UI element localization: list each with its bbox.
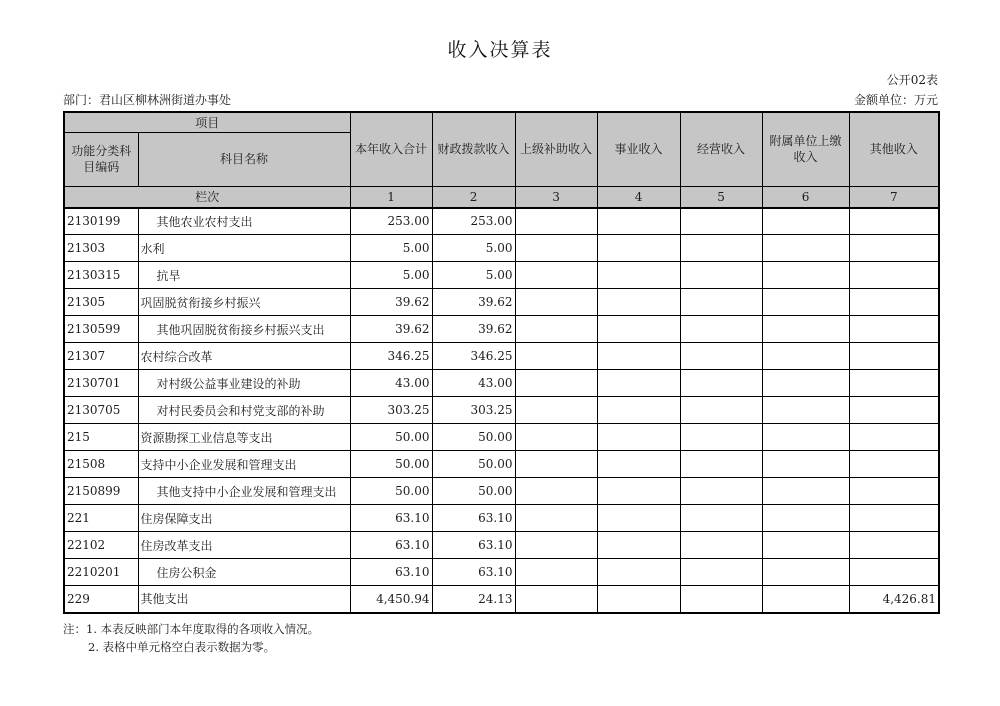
table-row bbox=[64, 478, 939, 505]
header-lanci: 栏次 bbox=[64, 187, 350, 208]
header-col-total: 本年收入合计 bbox=[350, 112, 432, 187]
note-line: 2. 表格中单元格空白表示数据为零。 bbox=[88, 639, 276, 654]
value-cell-other bbox=[849, 397, 939, 424]
value-cell-total: 39.62 bbox=[350, 316, 432, 343]
value-cell-operating bbox=[680, 289, 762, 316]
value-cell-fiscal: 303.25 bbox=[432, 397, 515, 424]
header-col-business: 事业收入 bbox=[597, 112, 680, 187]
value-cell-affiliate bbox=[762, 208, 849, 235]
value-cell-business bbox=[597, 235, 680, 262]
subject-name-cell: 住房公积金 bbox=[138, 559, 350, 586]
value-cell-operating bbox=[680, 532, 762, 559]
value-cell-fiscal: 346.25 bbox=[432, 343, 515, 370]
header-col-affiliate: 附属单位上缴收入 bbox=[762, 112, 849, 187]
income-table bbox=[63, 111, 940, 614]
table-row bbox=[64, 559, 939, 586]
column-number: 7 bbox=[849, 187, 939, 208]
value-cell-business bbox=[597, 316, 680, 343]
value-cell-superior-subsidy bbox=[515, 532, 597, 559]
value-cell-fiscal: 50.00 bbox=[432, 424, 515, 451]
value-cell-affiliate bbox=[762, 532, 849, 559]
department-label: 部门：君山区柳林洲街道办事处 bbox=[63, 93, 232, 107]
subject-name-cell: 巩固脱贫衔接乡村振兴 bbox=[138, 289, 350, 316]
column-number: 2 bbox=[432, 187, 515, 208]
value-cell-business bbox=[597, 397, 680, 424]
subject-name-cell: 支持中小企业发展和管理支出 bbox=[138, 451, 350, 478]
value-cell-operating bbox=[680, 343, 762, 370]
value-cell-affiliate bbox=[762, 235, 849, 262]
value-cell-business bbox=[597, 451, 680, 478]
value-cell-total: 303.25 bbox=[350, 397, 432, 424]
value-cell-fiscal: 50.00 bbox=[432, 451, 515, 478]
header-col-other: 其他收入 bbox=[849, 112, 939, 187]
value-cell-total: 50.00 bbox=[350, 451, 432, 478]
subject-name-cell: 其他支出 bbox=[138, 586, 350, 613]
value-cell-total: 346.25 bbox=[350, 343, 432, 370]
subject-code-cell: 21305 bbox=[64, 289, 138, 316]
column-number: 4 bbox=[597, 187, 680, 208]
value-cell-operating bbox=[680, 370, 762, 397]
table-body bbox=[64, 208, 939, 613]
value-cell-affiliate bbox=[762, 478, 849, 505]
value-cell-other bbox=[849, 343, 939, 370]
value-cell-fiscal: 63.10 bbox=[432, 505, 515, 532]
value-cell-superior-subsidy bbox=[515, 451, 597, 478]
value-cell-other bbox=[849, 289, 939, 316]
table-row bbox=[64, 316, 939, 343]
subject-code-cell: 21303 bbox=[64, 235, 138, 262]
value-cell-business bbox=[597, 532, 680, 559]
unit-label: 金额单位：万元 bbox=[853, 93, 938, 107]
meta-row bbox=[63, 91, 938, 108]
column-number: 6 bbox=[762, 187, 849, 208]
value-cell-total: 50.00 bbox=[350, 424, 432, 451]
value-cell-operating bbox=[680, 505, 762, 532]
value-cell-operating bbox=[680, 586, 762, 613]
table-row bbox=[64, 451, 939, 478]
value-cell-operating bbox=[680, 316, 762, 343]
value-cell-fiscal: 253.00 bbox=[432, 208, 515, 235]
header-project: 项目 bbox=[64, 112, 350, 133]
value-cell-superior-subsidy bbox=[515, 586, 597, 613]
value-cell-affiliate bbox=[762, 559, 849, 586]
value-cell-superior-subsidy bbox=[515, 424, 597, 451]
value-cell-fiscal: 39.62 bbox=[432, 316, 515, 343]
value-cell-superior-subsidy bbox=[515, 262, 597, 289]
value-cell-superior-subsidy bbox=[515, 235, 597, 262]
value-cell-affiliate bbox=[762, 262, 849, 289]
table-row bbox=[64, 289, 939, 316]
subject-code-cell: 21307 bbox=[64, 343, 138, 370]
table-row bbox=[64, 397, 939, 424]
subject-code-cell: 2150899 bbox=[64, 478, 138, 505]
table-row bbox=[64, 532, 939, 559]
value-cell-fiscal: 63.10 bbox=[432, 532, 515, 559]
subject-name-cell: 抗旱 bbox=[138, 262, 350, 289]
value-cell-other bbox=[849, 370, 939, 397]
table-row bbox=[64, 370, 939, 397]
value-cell-business bbox=[597, 208, 680, 235]
value-cell-operating bbox=[680, 478, 762, 505]
value-cell-operating bbox=[680, 208, 762, 235]
subject-name-cell: 资源勘探工业信息等支出 bbox=[138, 424, 350, 451]
value-cell-affiliate bbox=[762, 451, 849, 478]
column-number: 5 bbox=[680, 187, 762, 208]
value-cell-operating bbox=[680, 397, 762, 424]
value-cell-other bbox=[849, 424, 939, 451]
table-row bbox=[64, 235, 939, 262]
value-cell-affiliate bbox=[762, 586, 849, 613]
value-cell-other bbox=[849, 505, 939, 532]
value-cell-fiscal: 50.00 bbox=[432, 478, 515, 505]
value-cell-superior-subsidy bbox=[515, 478, 597, 505]
header-col-fiscal: 财政拨款收入 bbox=[432, 112, 515, 187]
value-cell-operating bbox=[680, 235, 762, 262]
value-cell-affiliate bbox=[762, 289, 849, 316]
subject-name-cell: 其他巩固脱贫衔接乡村振兴支出 bbox=[138, 316, 350, 343]
subject-code-cell: 2130705 bbox=[64, 397, 138, 424]
table-row bbox=[64, 343, 939, 370]
subject-code-cell: 22102 bbox=[64, 532, 138, 559]
column-number: 1 bbox=[350, 187, 432, 208]
value-cell-superior-subsidy bbox=[515, 289, 597, 316]
subject-name-cell: 对村级公益事业建设的补助 bbox=[138, 370, 350, 397]
value-cell-business bbox=[597, 424, 680, 451]
value-cell-business bbox=[597, 586, 680, 613]
value-cell-operating bbox=[680, 262, 762, 289]
value-cell-fiscal: 5.00 bbox=[432, 235, 515, 262]
subject-name-cell: 住房保障支出 bbox=[138, 505, 350, 532]
subject-code-cell: 221 bbox=[64, 505, 138, 532]
value-cell-superior-subsidy bbox=[515, 370, 597, 397]
value-cell-fiscal: 63.10 bbox=[432, 559, 515, 586]
subject-name-cell: 住房改革支出 bbox=[138, 532, 350, 559]
value-cell-superior-subsidy bbox=[515, 505, 597, 532]
subject-code-cell: 215 bbox=[64, 424, 138, 451]
doc-number-label: 公开02表 bbox=[886, 73, 938, 87]
value-cell-affiliate bbox=[762, 397, 849, 424]
value-cell-affiliate bbox=[762, 505, 849, 532]
value-cell-total: 5.00 bbox=[350, 235, 432, 262]
value-cell-business bbox=[597, 370, 680, 397]
value-cell-total: 50.00 bbox=[350, 478, 432, 505]
value-cell-operating bbox=[680, 451, 762, 478]
value-cell-affiliate bbox=[762, 316, 849, 343]
value-cell-other bbox=[849, 559, 939, 586]
header-code: 功能分类科目编码 bbox=[64, 133, 138, 187]
page-title: 收入决算表 bbox=[447, 39, 553, 61]
value-cell-operating bbox=[680, 559, 762, 586]
value-cell-fiscal: 43.00 bbox=[432, 370, 515, 397]
value-cell-business bbox=[597, 289, 680, 316]
subject-code-cell: 2130701 bbox=[64, 370, 138, 397]
value-cell-other bbox=[849, 262, 939, 289]
value-cell-business bbox=[597, 559, 680, 586]
notes bbox=[63, 620, 1000, 656]
table-row bbox=[64, 505, 939, 532]
value-cell-other: 4,426.81 bbox=[849, 586, 939, 613]
value-cell-other bbox=[849, 532, 939, 559]
subject-code-cell: 229 bbox=[64, 586, 138, 613]
subject-code-cell: 2210201 bbox=[64, 559, 138, 586]
table-row bbox=[64, 586, 939, 613]
value-cell-superior-subsidy bbox=[515, 397, 597, 424]
value-cell-superior-subsidy bbox=[515, 559, 597, 586]
value-cell-affiliate bbox=[762, 424, 849, 451]
value-cell-total: 63.10 bbox=[350, 505, 432, 532]
value-cell-fiscal: 24.13 bbox=[432, 586, 515, 613]
value-cell-business bbox=[597, 505, 680, 532]
value-cell-business bbox=[597, 262, 680, 289]
value-cell-total: 43.00 bbox=[350, 370, 432, 397]
value-cell-superior-subsidy bbox=[515, 343, 597, 370]
value-cell-other bbox=[849, 451, 939, 478]
value-cell-affiliate bbox=[762, 343, 849, 370]
value-cell-fiscal: 39.62 bbox=[432, 289, 515, 316]
header-col-operating: 经营收入 bbox=[680, 112, 762, 187]
subject-code-cell: 21508 bbox=[64, 451, 138, 478]
value-cell-total: 253.00 bbox=[350, 208, 432, 235]
value-cell-total: 5.00 bbox=[350, 262, 432, 289]
value-cell-total: 39.62 bbox=[350, 289, 432, 316]
subject-name-cell: 其他农业农村支出 bbox=[138, 208, 350, 235]
header-subject-name: 科目名称 bbox=[138, 133, 350, 187]
value-cell-total: 63.10 bbox=[350, 532, 432, 559]
value-cell-total: 4,450.94 bbox=[350, 586, 432, 613]
subject-code-cell: 2130199 bbox=[64, 208, 138, 235]
table-row bbox=[64, 424, 939, 451]
value-cell-business bbox=[597, 478, 680, 505]
table-row bbox=[64, 208, 939, 235]
subject-name-cell: 农村综合改革 bbox=[138, 343, 350, 370]
value-cell-superior-subsidy bbox=[515, 208, 597, 235]
subject-name-cell: 其他支持中小企业发展和管理支出 bbox=[138, 478, 350, 505]
value-cell-other bbox=[849, 316, 939, 343]
value-cell-other bbox=[849, 208, 939, 235]
value-cell-business bbox=[597, 343, 680, 370]
value-cell-fiscal: 5.00 bbox=[432, 262, 515, 289]
subject-name-cell: 对村民委员会和村党支部的补助 bbox=[138, 397, 350, 424]
value-cell-operating bbox=[680, 424, 762, 451]
subject-name-cell: 水利 bbox=[138, 235, 350, 262]
column-number: 3 bbox=[515, 187, 597, 208]
subject-code-cell: 2130599 bbox=[64, 316, 138, 343]
value-cell-other bbox=[849, 235, 939, 262]
header-col-superior-subsidy: 上级补助收入 bbox=[515, 112, 597, 187]
value-cell-affiliate bbox=[762, 370, 849, 397]
value-cell-total: 63.10 bbox=[350, 559, 432, 586]
value-cell-superior-subsidy bbox=[515, 316, 597, 343]
value-cell-other bbox=[849, 478, 939, 505]
subject-code-cell: 2130315 bbox=[64, 262, 138, 289]
note-line: 注：1. 本表反映部门本年度取得的各项收入情况。 bbox=[63, 621, 320, 636]
table-row bbox=[64, 262, 939, 289]
